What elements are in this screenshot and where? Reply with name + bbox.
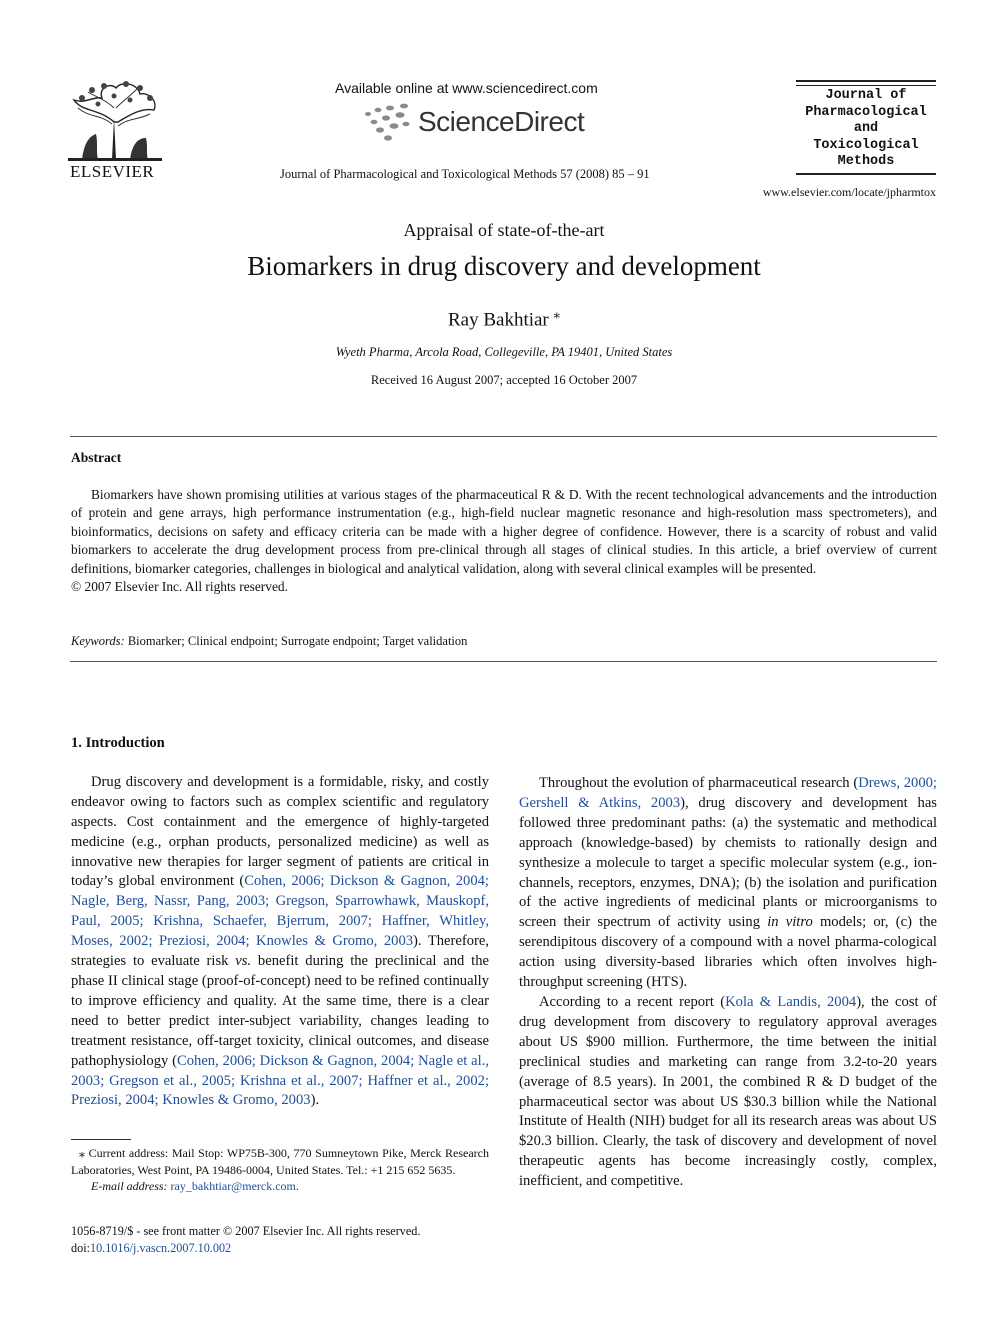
journal-title-box	[796, 80, 936, 175]
text-run: .	[295, 1179, 299, 1194]
intro-paragraph-1	[71, 773, 489, 1111]
journal-box-bottom-rule	[796, 173, 936, 175]
text-run: According to a recent report (	[539, 993, 726, 1010]
email-label: E-mail address:	[91, 1179, 168, 1194]
text-run: benefit during the preclinical and the phase II clinical stage (proof-of-concept) need to be refined continually to improve efficiency and quality. At the same time, there is a clear need to better predict inter-subject variability, changes leading to treatment resistance, off-target toxicity, clinical outcomes, and disease pathophysiology (	[71, 953, 489, 1069]
text-run: vs.	[235, 953, 252, 970]
footnote-mark: ⁎	[79, 1146, 85, 1160]
elsevier-wordmark: ELSEVIER	[70, 162, 155, 181]
journal-box-top-rule-thin	[796, 85, 936, 86]
doi-line	[71, 1241, 231, 1256]
footnote-rule	[71, 1139, 131, 1140]
footnote-text: Current address: Mail Stop: WP75B-300, 770 Sumneytown Pike, Merck Research Laboratories, West Point, PA 19486-0004, United States. Tel.: +1 215 652 5635.	[71, 1146, 490, 1177]
available-online-text: Available online at www.sciencedirect.com	[335, 80, 598, 96]
citation-link[interactable]: Cohen, 2006; Dickson & Gagnon, 2004; Nagle et al., 2003; Gregson et al., 2005; Krishna et al., 2007; Haffner et al., 2002; Preziosi, 2004; Knowles & Gromo, 2003	[71, 1052, 489, 1109]
citation-link[interactable]: Drews, 2000; Gershell & Atkins, 2003	[519, 775, 937, 811]
citation-link[interactable]: Cohen, 2006; Dickson & Gagnon, 2004; Nagle, Berg, Nassr, Pang, 2003; Gregson, Sparrowhawk, Mauskopf, Paul, 2005; Krishna, Schaefer, Bjerrum, 2007; Haffner, Whitley, Moses, 2002; Preziosi, 2004; Knowles & Gromo, 2003	[71, 873, 489, 950]
text-run: ), the cost of drug development from discovery to regulatory approval averages about US $900 million. Furthermore, the time between the initial preclinical studies and marketing can range from 3.2-to-20 years (average of 8.5 years). In 2001, the combined R & D budget of the pharmaceutical sector was about US $30.3 billion while the National Institute of Health (NIH) budget for all its research areas was about US $20.3 billion. Clearly, the task of discovery and development of novel therapeutic agents has become increasingly costly, complex, inefficient, and competitive.	[519, 993, 937, 1190]
text-run: Drug discovery and development is a formidable, risky, and costly endeavor owing to factors such as complex scientific and regulatory aspects. Cost containment and the emergence of highly-targeted medicine (e.g., orphan products, personalized medicine) as well as innovative new therapies for larger segment of patients are critical in today’s global environment (	[71, 773, 489, 890]
journal-title-line: Methods	[837, 154, 895, 170]
abstract-heading: Abstract	[71, 450, 122, 465]
footnote	[71, 1145, 489, 1195]
keywords	[71, 634, 467, 649]
journal-title-line: Pharmacological	[805, 104, 927, 120]
abstract-bottom-rule	[70, 661, 937, 662]
left-column	[71, 734, 489, 1111]
keywords-list: Biomarker; Clinical endpoint; Surrogate endpoint; Target validation	[127, 634, 468, 648]
elsevier-tree-icon	[68, 78, 162, 162]
section-heading-introduction: 1. Introduction	[71, 735, 165, 751]
sciencedirect-logo	[360, 100, 600, 144]
section-type: Appraisal of state-of-the-art	[403, 220, 605, 240]
author-footnote-mark[interactable]: ⁎	[553, 306, 561, 321]
copyright-line: © 2007 Elsevier Inc. All rights reserved.	[71, 579, 288, 595]
text-run: ), drug discovery and development has followed three predominant paths: (a) the systematic and methodical approach (knowledge-based) by chemists to rationally design and synthesize a molecule to target a specific molecular system (e.g., ion-channels, receptors, enzymes, DNA); (b) the isolation and purification of the active ingredients of medicinal plants or microorganisms to screen their spectrum of activity using	[519, 794, 937, 931]
email-link[interactable]: ray_bakhtiar@merck.com	[170, 1179, 296, 1194]
intro-paragraph-2	[519, 774, 937, 993]
affiliation: Wyeth Pharma, Arcola Road, Collegeville, PA 19401, United States	[335, 345, 673, 359]
journal-title-line: Journal of	[825, 88, 907, 103]
abstract-top-rule	[70, 436, 937, 437]
text-run: in vitro	[767, 914, 813, 931]
sciencedirect-dots-icon	[360, 100, 416, 144]
footnote-email	[71, 1178, 489, 1195]
text-run: Throughout the evolution of pharmaceutical research (	[539, 775, 859, 791]
received-dates: Received 16 August 2007; accepted 16 October 2007	[370, 373, 638, 387]
text-run: ).	[310, 1092, 320, 1109]
abstract-text: Biomarkers have shown promising utilities at various stages of the pharmaceutical R & D. With the recent technological advancements and the introduction of protein and gene arrays, high performance instrumentation (e.g., high-field nuclear magnetic resonance and high-resolution mass spectrometers), and bioinformatics, decisions on safety and efficacy criteria can be made with a higher degree of confidence. However, there is a scarcity of robust and valid biomarkers to accelerate the drug development process from pre-clinical through all stages of clinical studies. In this article, a brief overview of current definitions, biomarker categories, challenges in biological and analytical validation, along with several clinical examples will be presented.	[71, 487, 937, 576]
journal-title-line: Toxicological	[813, 137, 919, 153]
author-name: Ray Bakhtiar	[447, 309, 549, 331]
citation-line: Journal of Pharmacological and Toxicological Methods 57 (2008) 85 – 91	[280, 167, 650, 181]
elsevier-logo	[68, 78, 164, 182]
author-line	[0, 306, 992, 331]
text-run: models; or, (c) the serendipitous discovery of a compound with a novel pharma-cological action using diversity-based libraries which often involves high-throughput screening (HTS).	[519, 914, 937, 991]
article-title: Biomarkers in drug discovery and development	[247, 251, 761, 281]
right-column	[519, 734, 937, 1192]
abstract-body	[71, 486, 937, 596]
doi-label: doi:	[71, 1241, 90, 1255]
journal-url[interactable]: www.elsevier.com/locate/jpharmtox	[762, 185, 936, 199]
sciencedirect-wordmark: ScienceDirect	[418, 106, 585, 137]
keywords-label: Keywords:	[71, 634, 125, 648]
citation-link[interactable]: Kola & Landis, 2004	[725, 993, 857, 1010]
journal-title	[796, 88, 936, 171]
text-run: ). Therefore, strategies to evaluate risk	[71, 933, 489, 970]
doi-link[interactable]: 10.1016/j.vascn.2007.10.002	[89, 1241, 232, 1255]
footnote-corresponding	[71, 1145, 489, 1178]
issn-line: 1056-8719/$ - see front matter © 2007 Elsevier Inc. All rights reserved.	[71, 1224, 421, 1238]
intro-paragraph-3	[519, 993, 937, 1192]
journal-title-line: and	[853, 121, 879, 137]
journal-box-top-rule	[796, 80, 936, 82]
